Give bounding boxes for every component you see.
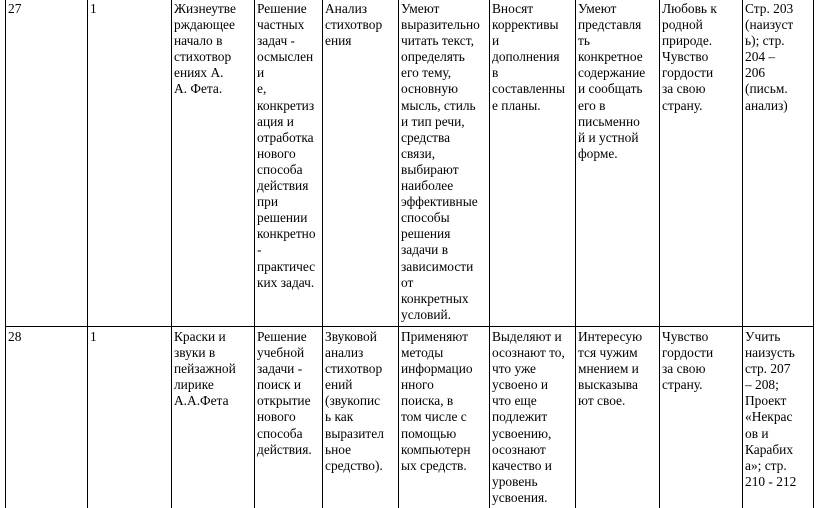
lesson-type-cell: Решение учебной задачи - поиск и открытие нового способа действия.: [255, 327, 323, 508]
table-row: [6, 327, 814, 508]
activity-cell: Звуковой анализ стихотвор ений (звукопис ь как выразител ьное средство).: [323, 327, 399, 508]
personal-cell: Любовь к родной природе. Чувство гордости за свою страну.: [660, 0, 743, 327]
lesson-plan-table: [5, 0, 814, 508]
lesson-type-cell: Решение частных задач - осмыслени е, конкретиз ация и отработка нового способа действия при решении конкретно - практичес ких задач.: [255, 0, 323, 327]
homework-cell: Стр. 203 (наизуст ь); стр. 204 – 206 (письм. анализ): [743, 0, 814, 327]
lesson-number-cell: 28: [6, 327, 88, 508]
lesson-number-cell: 27: [6, 0, 88, 327]
topic-cell: Краски и звуки в пейзажной лирике А.А.Фета: [172, 327, 255, 508]
hours-cell: 1: [88, 327, 172, 508]
communicative-cell: Умеют представля ть конкретное содержание и сообщать его в письменно й и устной форме.: [576, 0, 660, 327]
homework-cell: Учить наизусть стр. 207 – 208; Проект «Некрас ов и Карабих а»; стр. 210 - 212: [743, 327, 814, 508]
topic-cell: Жизнеутве рждающее начало в стихотвор ениях А. А. Фета.: [172, 0, 255, 327]
meta-results-cell: Применяют методы информацио нного поиска, в том числе с помощью компьютерн ых средств.: [399, 327, 490, 508]
regulative-cell: Выделяют и осознают то, что уже усвоено и что еще подлежит усвоению, осознают качество и уровень усвоения.: [490, 327, 576, 508]
personal-cell: Чувство гордости за свою страну.: [660, 327, 743, 508]
regulative-cell: Вносят коррективы и дополнения в составленны е планы.: [490, 0, 576, 327]
table-row: [6, 0, 814, 327]
meta-results-cell: Умеют выразительно читать текст, определять его тему, основную мысль, стиль и тип речи, средства связи, выбирают наиболее эффективные способы решения задачи в зависимости от конкретных условий.: [399, 0, 490, 327]
activity-cell: Анализ стихотвор ения: [323, 0, 399, 327]
communicative-cell: Интересую тся чужим мнением и высказыва ют свое.: [576, 327, 660, 508]
hours-cell: 1: [88, 0, 172, 327]
